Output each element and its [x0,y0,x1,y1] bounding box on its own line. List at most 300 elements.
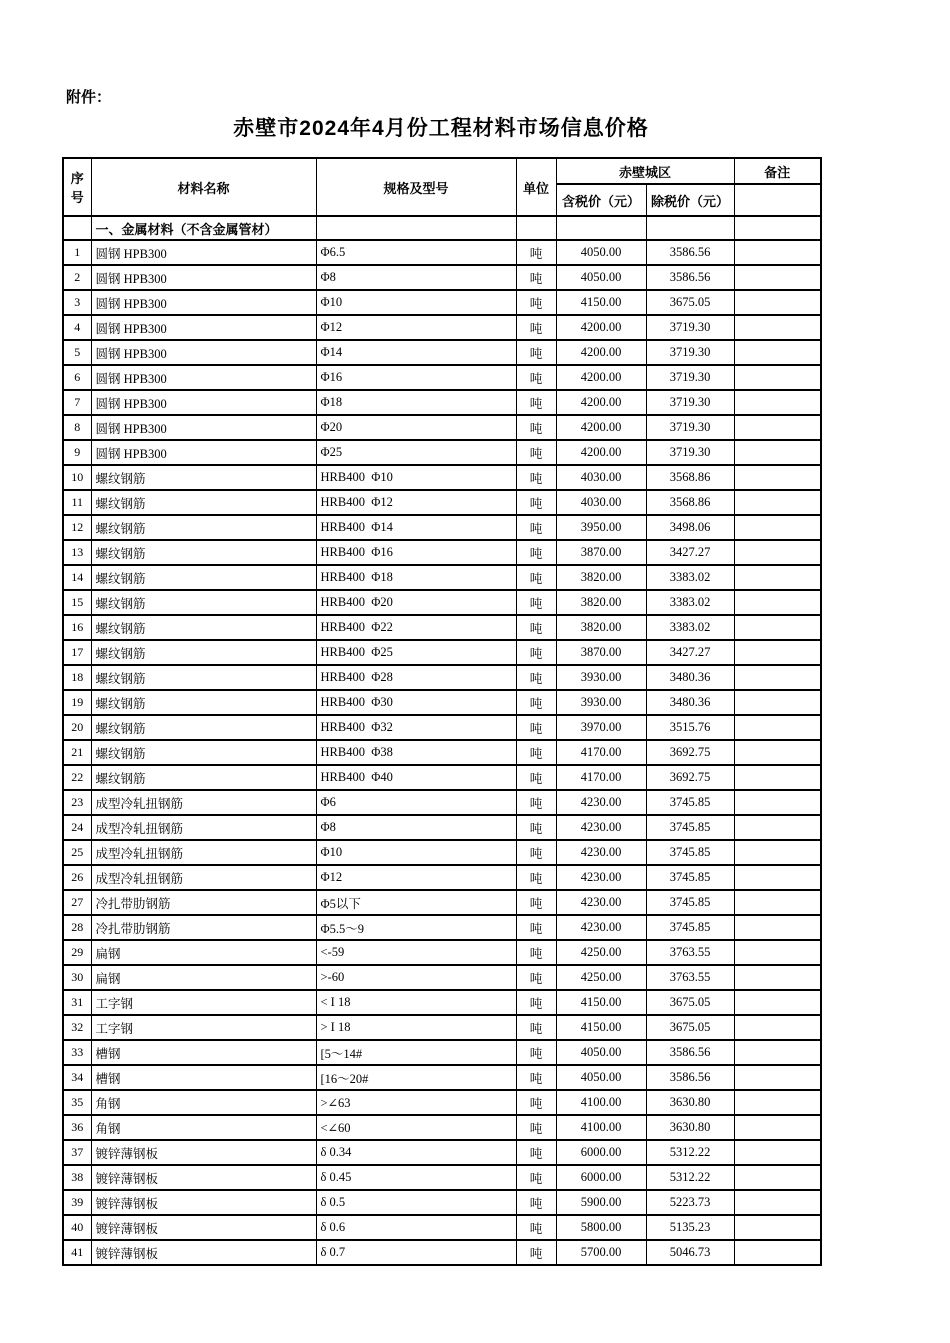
row-number: 11 [63,490,91,515]
spec-model: >-60 [316,965,516,990]
tax-inclusive-price: 4100.00 [556,1090,646,1115]
spec-model: δ 0.7 [316,1240,516,1265]
tax-exclusive-price: 3498.06 [646,515,734,540]
unit: 吨 [516,565,556,590]
unit: 吨 [516,440,556,465]
unit: 吨 [516,540,556,565]
remark [734,615,821,640]
remark [734,665,821,690]
table-row [63,1215,821,1240]
spec-model: Φ8 [316,815,516,840]
table-row [63,665,821,690]
tax-inclusive-price: 3820.00 [556,615,646,640]
tax-inclusive-price: 3950.00 [556,515,646,540]
unit: 吨 [516,915,556,940]
material-name: 镀锌薄钢板 [91,1240,316,1265]
tax-inclusive-price: 4230.00 [556,815,646,840]
table-row [63,790,821,815]
section-label: 一、金属材料（不含金属管材） [91,216,316,240]
spec-model: δ 0.45 [316,1165,516,1190]
material-name: 螺纹钢筋 [91,690,316,715]
unit: 吨 [516,1040,556,1065]
tax-inclusive-price: 4230.00 [556,790,646,815]
tax-inclusive-price: 4200.00 [556,390,646,415]
table-row [63,690,821,715]
material-name: 成型冷轧扭钢筋 [91,865,316,890]
unit: 吨 [516,1015,556,1040]
unit: 吨 [516,665,556,690]
tax-inclusive-price: 5700.00 [556,1240,646,1265]
material-name: 成型冷轧扭钢筋 [91,840,316,865]
unit: 吨 [516,690,556,715]
tax-exclusive-price: 3586.56 [646,240,734,265]
remark [734,465,821,490]
tax-inclusive-price: 4170.00 [556,765,646,790]
material-name: 镀锌薄钢板 [91,1215,316,1240]
table-row [63,565,821,590]
spec-model: Φ10 [316,840,516,865]
unit: 吨 [516,1140,556,1165]
table-row [63,440,821,465]
unit: 吨 [516,865,556,890]
row-number: 13 [63,540,91,565]
remark [734,840,821,865]
tax-exclusive-price: 3383.02 [646,590,734,615]
tax-inclusive-price: 4200.00 [556,440,646,465]
col-header-remark: 备注 [734,158,821,184]
table-row [63,890,821,915]
unit: 吨 [516,265,556,290]
table-row [63,740,821,765]
table-row [63,840,821,865]
col-header-tax-excl: 除税价（元） [646,184,734,216]
tax-inclusive-price: 4230.00 [556,840,646,865]
material-name: 圆钢 HPB300 [91,440,316,465]
unit: 吨 [516,1090,556,1115]
row-number: 17 [63,640,91,665]
table-row [63,640,821,665]
row-number: 14 [63,565,91,590]
tax-exclusive-price: 3675.05 [646,990,734,1015]
row-number: 9 [63,440,91,465]
row-number: 21 [63,740,91,765]
section-empty-unit [516,216,556,240]
material-name: 圆钢 HPB300 [91,240,316,265]
row-number: 37 [63,1140,91,1165]
table-row [63,1140,821,1165]
spec-model: < I 18 [316,990,516,1015]
attachment-label: 附件： [66,89,112,106]
spec-model: HRB400 Φ10 [316,465,516,490]
tax-exclusive-price: 3719.30 [646,340,734,365]
row-number: 40 [63,1215,91,1240]
spec-model: Φ18 [316,390,516,415]
spec-model: Φ6.5 [316,240,516,265]
unit: 吨 [516,515,556,540]
row-number: 33 [63,1040,91,1065]
material-name: 螺纹钢筋 [91,490,316,515]
unit: 吨 [516,715,556,740]
unit: 吨 [516,315,556,340]
tax-inclusive-price: 4200.00 [556,415,646,440]
table-row [63,590,821,615]
spec-model: <∠60 [316,1115,516,1140]
unit: 吨 [516,815,556,840]
remark [734,740,821,765]
tax-inclusive-price: 3820.00 [556,590,646,615]
unit: 吨 [516,965,556,990]
table-row [63,715,821,740]
material-name: 成型冷轧扭钢筋 [91,815,316,840]
tax-exclusive-price: 5312.22 [646,1165,734,1190]
tax-inclusive-price: 3970.00 [556,715,646,740]
tax-exclusive-price: 3630.80 [646,1090,734,1115]
spec-model: Φ5以下 [316,890,516,915]
row-number: 26 [63,865,91,890]
spec-model: Φ20 [316,415,516,440]
tax-inclusive-price: 4030.00 [556,465,646,490]
remark [734,440,821,465]
spec-model: > I 18 [316,1015,516,1040]
material-name: 扁钢 [91,940,316,965]
tax-exclusive-price: 3719.30 [646,315,734,340]
remark [734,815,821,840]
tax-inclusive-price: 6000.00 [556,1140,646,1165]
spec-model: Φ10 [316,290,516,315]
row-number: 35 [63,1090,91,1115]
table-row [63,915,821,940]
row-number: 39 [63,1190,91,1215]
tax-exclusive-price: 3745.85 [646,915,734,940]
tax-exclusive-price: 3719.30 [646,390,734,415]
section-empty-spec [316,216,516,240]
unit: 吨 [516,940,556,965]
material-name: 角钢 [91,1090,316,1115]
table-row [63,490,821,515]
spec-model: HRB400 Φ40 [316,765,516,790]
remark [734,515,821,540]
spec-model: δ 0.5 [316,1190,516,1215]
tax-exclusive-price: 3427.27 [646,640,734,665]
material-name: 扁钢 [91,965,316,990]
unit: 吨 [516,1190,556,1215]
tax-exclusive-price: 3719.30 [646,440,734,465]
tax-inclusive-price: 4230.00 [556,915,646,940]
unit: 吨 [516,465,556,490]
tax-exclusive-price: 3427.27 [646,540,734,565]
remark [734,765,821,790]
remark [734,590,821,615]
spec-model: HRB400 Φ28 [316,665,516,690]
material-name: 螺纹钢筋 [91,565,316,590]
table-row [63,415,821,440]
material-name: 冷扎带肋钢筋 [91,915,316,940]
tax-inclusive-price: 3870.00 [556,640,646,665]
table-row [63,1015,821,1040]
material-name: 角钢 [91,1115,316,1140]
remark [734,290,821,315]
material-name: 螺纹钢筋 [91,665,316,690]
tax-exclusive-price: 5135.23 [646,1215,734,1240]
spec-model: HRB400 Φ20 [316,590,516,615]
material-name: 圆钢 HPB300 [91,315,316,340]
table-row [63,940,821,965]
row-number: 7 [63,390,91,415]
remark [734,1115,821,1140]
material-name: 圆钢 HPB300 [91,290,316,315]
table-header [63,158,821,216]
tax-inclusive-price: 4030.00 [556,490,646,515]
unit: 吨 [516,1065,556,1090]
tax-exclusive-price: 3383.02 [646,615,734,640]
material-name: 工字钢 [91,1015,316,1040]
remark [734,890,821,915]
spec-model: Φ12 [316,315,516,340]
unit: 吨 [516,340,556,365]
row-number: 12 [63,515,91,540]
tax-inclusive-price: 4150.00 [556,1015,646,1040]
row-number: 15 [63,590,91,615]
tax-exclusive-price: 3745.85 [646,890,734,915]
remark [734,1190,821,1215]
remark [734,1065,821,1090]
table-row [63,765,821,790]
row-number: 1 [63,240,91,265]
row-number: 30 [63,965,91,990]
tax-inclusive-price: 4200.00 [556,365,646,390]
material-name: 镀锌薄钢板 [91,1190,316,1215]
table-row [63,1165,821,1190]
spec-model: δ 0.6 [316,1215,516,1240]
material-name: 螺纹钢筋 [91,740,316,765]
tax-exclusive-price: 3745.85 [646,840,734,865]
tax-inclusive-price: 4250.00 [556,940,646,965]
remark [734,240,821,265]
row-number: 2 [63,265,91,290]
material-name: 螺纹钢筋 [91,765,316,790]
spec-model: [5～14# [316,1040,516,1065]
row-number: 38 [63,1165,91,1190]
tax-exclusive-price: 3630.80 [646,1115,734,1140]
table-row [63,815,821,840]
tax-exclusive-price: 3480.36 [646,690,734,715]
remark [734,1140,821,1165]
remark [734,365,821,390]
col-header-tax-incl: 含税价（元） [556,184,646,216]
remark [734,540,821,565]
unit: 吨 [516,415,556,440]
unit: 吨 [516,740,556,765]
material-name: 螺纹钢筋 [91,615,316,640]
tax-exclusive-price: 3763.55 [646,965,734,990]
unit: 吨 [516,1215,556,1240]
remark [734,1240,821,1265]
material-name: 冷扎带肋钢筋 [91,890,316,915]
table-row [63,265,821,290]
tax-inclusive-price: 5800.00 [556,1215,646,1240]
tax-exclusive-price: 5312.22 [646,1140,734,1165]
row-number: 4 [63,315,91,340]
spec-model: [16～20# [316,1065,516,1090]
table-row [63,1240,821,1265]
row-number: 16 [63,615,91,640]
row-number: 23 [63,790,91,815]
spec-model: HRB400 Φ12 [316,490,516,515]
tax-inclusive-price: 3870.00 [556,540,646,565]
spec-model: HRB400 Φ25 [316,640,516,665]
material-name: 螺纹钢筋 [91,540,316,565]
remark [734,265,821,290]
tax-exclusive-price: 3745.85 [646,815,734,840]
spec-model: >∠63 [316,1090,516,1115]
remark [734,415,821,440]
spec-model: HRB400 Φ14 [316,515,516,540]
tax-exclusive-price: 3692.75 [646,765,734,790]
section-empty-price-excl [646,216,734,240]
table-row [63,1115,821,1140]
tax-exclusive-price: 3515.76 [646,715,734,740]
unit: 吨 [516,365,556,390]
unit: 吨 [516,240,556,265]
unit: 吨 [516,840,556,865]
section-empty-price-incl [556,216,646,240]
row-number: 20 [63,715,91,740]
remark [734,1165,821,1190]
table-row [63,240,821,265]
material-name: 螺纹钢筋 [91,515,316,540]
tax-inclusive-price: 4150.00 [556,290,646,315]
unit: 吨 [516,615,556,640]
table-row [63,1190,821,1215]
table-row [63,1090,821,1115]
remark [734,640,821,665]
row-number: 34 [63,1065,91,1090]
material-name: 工字钢 [91,990,316,1015]
tax-exclusive-price: 3763.55 [646,940,734,965]
tax-inclusive-price: 4230.00 [556,865,646,890]
remark [734,1090,821,1115]
tax-inclusive-price: 3930.00 [556,690,646,715]
tax-inclusive-price: 3930.00 [556,665,646,690]
material-name: 圆钢 HPB300 [91,390,316,415]
remark [734,940,821,965]
spec-model: δ 0.34 [316,1140,516,1165]
spec-model: Φ25 [316,440,516,465]
material-name: 圆钢 HPB300 [91,415,316,440]
price-table [62,157,822,1266]
unit: 吨 [516,490,556,515]
table-row [63,1065,821,1090]
tax-inclusive-price: 5900.00 [556,1190,646,1215]
remark [734,865,821,890]
row-number: 41 [63,1240,91,1265]
tax-inclusive-price: 4200.00 [556,315,646,340]
unit: 吨 [516,640,556,665]
unit: 吨 [516,590,556,615]
tax-inclusive-price: 4100.00 [556,1115,646,1140]
remark [734,490,821,515]
material-name: 镀锌薄钢板 [91,1140,316,1165]
table-row [63,340,821,365]
row-number: 19 [63,690,91,715]
unit: 吨 [516,790,556,815]
tax-inclusive-price: 4050.00 [556,240,646,265]
material-name: 螺纹钢筋 [91,640,316,665]
table-row [63,865,821,890]
col-header-spec: 规格及型号 [316,158,516,216]
col-header-remark-empty [734,184,821,216]
table-row [63,540,821,565]
tax-inclusive-price: 4050.00 [556,265,646,290]
row-number: 3 [63,290,91,315]
spec-model: Φ6 [316,790,516,815]
material-name: 螺纹钢筋 [91,590,316,615]
table-row [63,965,821,990]
row-number: 8 [63,415,91,440]
tax-exclusive-price: 3586.56 [646,1040,734,1065]
col-header-no: 序号 [63,158,91,216]
row-number: 6 [63,365,91,390]
table-row [63,390,821,415]
col-header-unit: 单位 [516,158,556,216]
table-body [63,216,821,1265]
row-number: 22 [63,765,91,790]
material-name: 螺纹钢筋 [91,715,316,740]
table-row [63,365,821,390]
material-name: 槽钢 [91,1040,316,1065]
tax-inclusive-price: 4050.00 [556,1065,646,1090]
unit: 吨 [516,290,556,315]
tax-inclusive-price: 4200.00 [556,340,646,365]
row-number: 5 [63,340,91,365]
tax-exclusive-price: 3568.86 [646,465,734,490]
row-number: 24 [63,815,91,840]
spec-model: HRB400 Φ16 [316,540,516,565]
remark [734,315,821,340]
spec-model: Φ12 [316,865,516,890]
table-row [63,1040,821,1065]
remark [734,915,821,940]
spec-model: HRB400 Φ18 [316,565,516,590]
tax-exclusive-price: 3719.30 [646,415,734,440]
unit: 吨 [516,990,556,1015]
spec-model: Φ16 [316,365,516,390]
table-row [63,465,821,490]
unit: 吨 [516,1115,556,1140]
tax-exclusive-price: 3719.30 [646,365,734,390]
section-empty-remark [734,216,821,240]
remark [734,565,821,590]
spec-model: Φ5.5～9 [316,915,516,940]
row-number: 36 [63,1115,91,1140]
spec-model: <-59 [316,940,516,965]
spec-model: Φ14 [316,340,516,365]
spec-model: HRB400 Φ38 [316,740,516,765]
remark [734,715,821,740]
row-number: 32 [63,1015,91,1040]
material-name: 螺纹钢筋 [91,465,316,490]
table-row [63,615,821,640]
tax-exclusive-price: 3586.56 [646,1065,734,1090]
remark [734,690,821,715]
spec-model: HRB400 Φ32 [316,715,516,740]
unit: 吨 [516,1240,556,1265]
material-name: 镀锌薄钢板 [91,1165,316,1190]
remark [734,340,821,365]
table-row [63,990,821,1015]
row-number: 29 [63,940,91,965]
remark [734,390,821,415]
